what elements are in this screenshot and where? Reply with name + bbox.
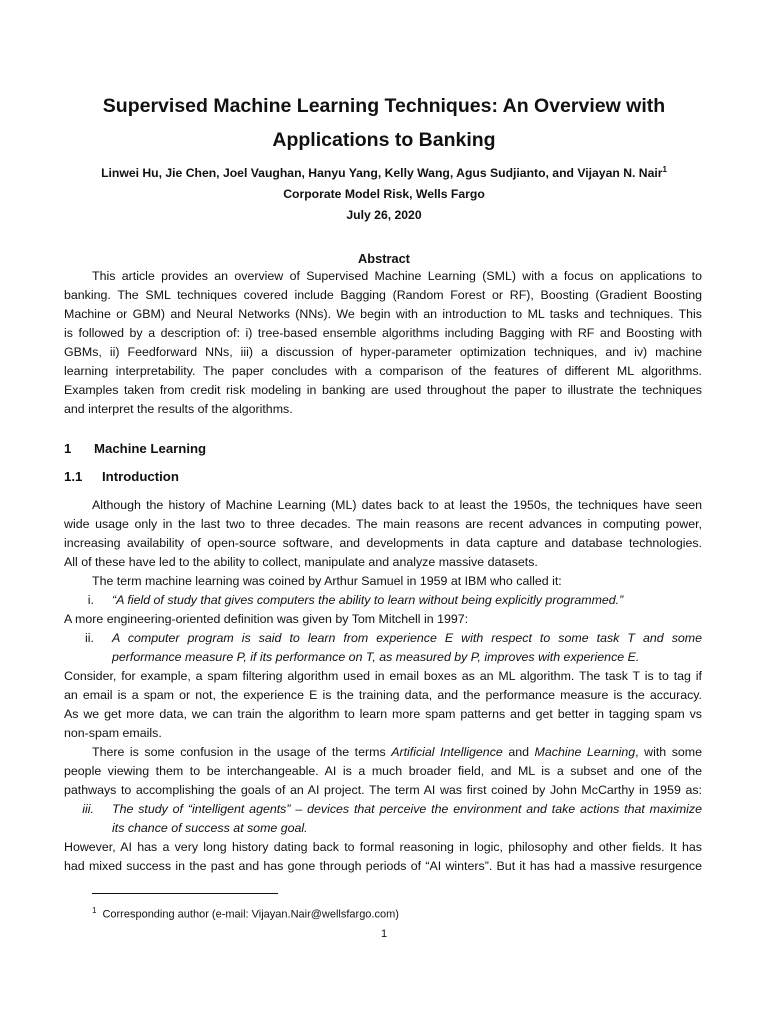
quote-text: performance measure P, if its performance on T, as measured by P, improves with experience E. xyxy=(112,650,640,664)
abstract-line: GBMs, ii) Feedforward NNs, iii) a discussion of hyper-parameter optimization techniques, and iv) machine xyxy=(64,345,702,359)
abstract-body xyxy=(64,267,702,419)
text-run: , with some xyxy=(635,745,702,759)
footnote xyxy=(92,906,399,921)
body-line: A more engineering-oriented definition was given by Tom Mitchell in 1997: xyxy=(64,612,469,626)
body-line: Consider, for example, a spam filtering algorithm used in email boxes as an ML algorithm. The task T is to tag if xyxy=(64,669,702,683)
body-line: pathways to accomplishing the goals of an AI project. The term AI was first coined by John McCarthy in 1959 as: xyxy=(64,783,702,797)
quote-number: ii. xyxy=(85,631,94,645)
authors-text: Linwei Hu, Jie Chen, Joel Vaughan, Hanyu Yang, Kelly Wang, Agus Sudjianto, and Vijayan N. Nair xyxy=(101,166,663,181)
abstract-line: Machine or GBM) and Neural Networks (NNs). We begin with an introduction to ML tasks and techniques. This xyxy=(64,307,702,321)
section-heading-1 xyxy=(64,441,206,456)
body-line: had mixed success in the past and has gone through periods of “AI winters”. But it has had a massive resurgence xyxy=(64,859,702,873)
body-line: people viewing them to be interchangeable. AI is a much broader field, and ML is a subset and one of the xyxy=(64,764,702,778)
quote-number: i. xyxy=(87,593,94,607)
abstract-line: is followed by a description of: i) tree-based ensemble algorithms including Bagging with RF and Boosting with xyxy=(64,326,702,340)
term-ai: Artificial Intelligence xyxy=(391,745,503,759)
quote-number: iii. xyxy=(82,802,94,816)
footnote-mark: 1 xyxy=(92,906,97,915)
body-line: All of these have led to the ability to collect, manipulate and analyze massive datasets. xyxy=(64,555,538,569)
abstract-line: learning interpretability. The paper concludes with a comparison of the features of different ML algorithms. xyxy=(64,364,702,378)
text-run: There is some confusion in the usage of the terms xyxy=(92,745,392,759)
abstract-line: and interpret the results of the algorithms. xyxy=(64,402,293,416)
abstract-line: Examples taken from credit risk modeling in banking are used throughout the paper to illustrate the techniques xyxy=(64,383,702,397)
body-line: Although the history of Machine Learning (ML) dates back to at least the 1950s, the techniques have seen xyxy=(92,498,702,512)
section-title: Machine Learning xyxy=(94,441,207,456)
abstract-line: banking. The SML techniques covered include Bagging (Random Forest or RF), Boosting (Gradient Boosting xyxy=(64,288,702,302)
section-number: 1 xyxy=(64,441,72,456)
body-line: wide usage only in the last two to three decades. The main reasons are recent advances in computing power, xyxy=(64,517,702,531)
quote-text: “A field of study that gives computers the ability to learn without being explicitly programmed.” xyxy=(112,593,624,607)
paper-title xyxy=(40,89,728,157)
body-line: an email is a spam or not, the experience E is the training data, and the performance measure is the accuracy. xyxy=(64,688,702,702)
title-line-1: Supervised Machine Learning Techniques: An Overview with xyxy=(102,95,666,117)
footnote-divider xyxy=(92,893,278,894)
body-line: non-spam emails. xyxy=(64,726,162,740)
quote-text: A computer program is said to learn from experience E with respect to some task T and some xyxy=(112,631,702,645)
quote-item-2 xyxy=(64,629,702,648)
quote-item-1 xyxy=(64,591,702,610)
author-list xyxy=(40,165,728,180)
page-number: 1 xyxy=(380,928,388,940)
quote-text: The study of “intelligent agents” – devices that perceive the environment and take actions that maximize xyxy=(112,802,702,816)
quote-text: its chance of success at some goal. xyxy=(112,821,308,835)
quote-item-3-cont xyxy=(64,819,702,838)
subsection-number: 1.1 xyxy=(64,469,83,484)
subsection-title: Introduction xyxy=(102,469,179,484)
title-line-2: Applications to Banking xyxy=(272,129,496,151)
body-line: The term machine learning was coined by Arthur Samuel in 1959 at IBM who called it: xyxy=(92,574,562,588)
footnote-text: Corresponding author (e-mail: Vijayan.Nair@wellsfargo.com) xyxy=(102,908,399,921)
introduction-body xyxy=(64,496,702,876)
body-line: However, AI has a very long history dating back to formal reasoning in logic, philosophy and other fields. It has xyxy=(64,840,702,854)
quote-item-3 xyxy=(64,800,702,819)
author-footnote-mark: 1 xyxy=(662,165,667,174)
term-ml: Machine Learning xyxy=(534,745,636,759)
body-line: As we get more data, we can train the algorithm to learn more spam patterns and get better in tagging spam vs xyxy=(64,707,702,721)
quote-item-2-cont xyxy=(64,648,702,667)
abstract-heading: Abstract xyxy=(358,251,410,266)
text-run: and xyxy=(502,745,535,759)
subsection-heading-1-1 xyxy=(64,469,179,484)
affiliation: Corporate Model Risk, Wells Fargo xyxy=(283,187,485,201)
paper-date: July 26, 2020 xyxy=(346,208,422,222)
body-line-mixed xyxy=(64,743,702,762)
abstract-line: This article provides an overview of Supervised Machine Learning (SML) with a focus on applications to xyxy=(92,269,702,283)
body-line: increasing availability of open-source software, and developments in data capture and database technologies. xyxy=(64,536,702,550)
